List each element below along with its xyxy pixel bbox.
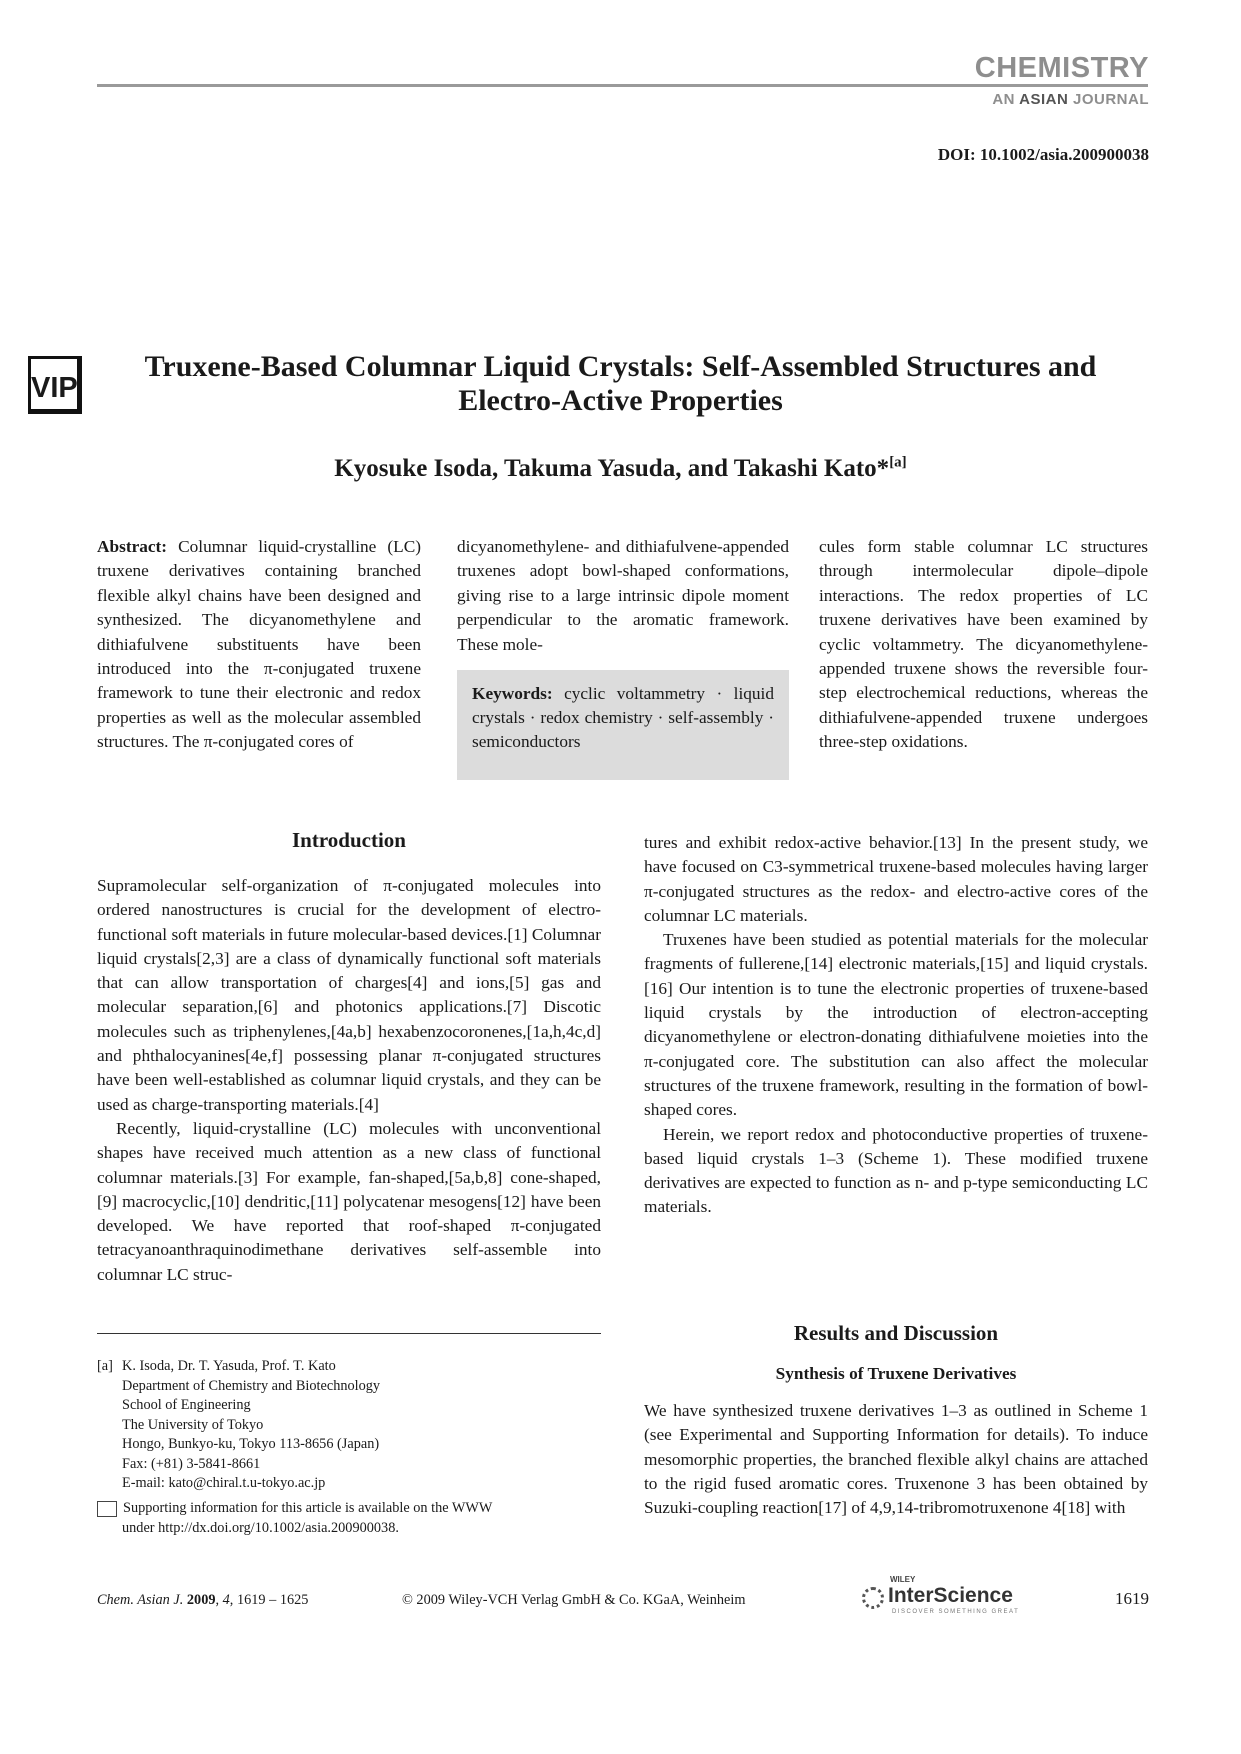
journal-subtitle [992, 91, 1149, 108]
synthesis-heading: Synthesis of Truxene Derivatives [775, 1364, 1017, 1383]
footer-journal: Chem. Asian J. [97, 1592, 184, 1608]
intro-heading: Introduction [292, 828, 406, 852]
supporting-line1: Supporting information for this article is available on the WWW [123, 1500, 493, 1516]
logo-small-text: WILEY [890, 1575, 916, 1584]
footer-pages: 1619 – 1625 [236, 1592, 309, 1608]
author-affiliation-mark: [a] [889, 454, 907, 471]
right-body [644, 831, 1148, 1220]
journal-sub-prefix: AN [992, 91, 1016, 108]
affiliation-email[interactable]: E-mail: kato@chiral.t.u-tokyo.ac.jp [122, 1475, 326, 1491]
affiliation-line: K. Isoda, Dr. T. Yasuda, Prof. T. Kato [122, 1358, 336, 1374]
abstract-col1 [97, 535, 421, 755]
abstract-col3: cules form stable columnar LC structures through intermolecular dipole–dipole interactions. The redox properties of LC truxene derivatives have been examined by cyclic voltammetry. The dicyanomethylene-appended truxene shows the reversible four-step electrochemical reductions, whereas the dithiafulvene-appended truxene undergoes three-step oxidations. [819, 537, 1148, 752]
author-list [100, 455, 1141, 483]
affiliation-line: Hongo, Bunkyo-ku, Tokyo 113-8656 (Japan) [122, 1436, 380, 1452]
intro-body [97, 874, 601, 1287]
right-paragraph-1: tures and exhibit redox-active behavior.[13] In the present study, we have focused on C3-symmetrical truxene-based molecules having larger π-conjugated structures as the redox- and electro-active cores of the columnar LC materials. [644, 833, 1148, 925]
logo-big-text: InterScience [888, 1584, 1013, 1607]
right-paragraph-2: Truxenes have been studied as potential materials for the molecular fragments of fullerene,[14] electronic materials,[15] and liquid crystals.[16] Our intention is to tune the electronic properties of truxene-based liquid crystals by the introduction of electron-accepting dicyanomethylene or electron-donating dithiafulvene moieties into the π-conjugated core. The substitution can also affect the molecular structures of the truxene framework, resulting in the formation of bowl-shaped cores. [644, 930, 1148, 1120]
keywords-text: cyclic voltammetry · liquid crystals · redox chemistry · self-assembly · semiconductors [472, 684, 774, 751]
affiliation-line: Department of Chemistry and Biotechnology [122, 1377, 381, 1394]
keywords-box [457, 670, 789, 780]
intro-paragraph-1: Supramolecular self-organization of π-conjugated molecules into ordered nanostructures is crucial for the development of electro-functional soft materials in future molecular-based devices.[1] Columnar liquid crystals[2,3] are a class of dynamically functional soft materials that can allow transportation of charges[4] and ions,[5] gas and molecular separation,[6] and photonics applications.[7] Discotic molecules such as triphenylenes,[4a,b] hexabenzocoronenes,[1a,h,4c,d] and phthalocyanines[4e,f] possessing planar π-conjugated structures have been well-established as columnar liquid crystals, and they can be used as charge-transporting materials.[4] [97, 876, 601, 1114]
header-rule [97, 84, 1148, 87]
copyright: © 2009 Wiley-VCH Verlag GmbH & Co. KGaA, Weinheim [402, 1592, 746, 1608]
supporting-line2[interactable]: under http://dx.doi.org/10.1002/asia.200900038. [122, 1519, 399, 1536]
wiley-interscience-logo[interactable] [862, 1575, 1019, 1615]
affiliation-line: School of Engineering [122, 1397, 251, 1413]
synthesis-paragraph: We have synthesized truxene derivatives 1–3 as outlined in Scheme 1 (see Experimental and Supporting Information for details). To induce mesomorphic properties, the branched flexible alkyl chains are attached to the rigid fused aromatic cores. Truxenone 3 has been obtained by Suzuki-coupling reaction[17] of 4,9,14-tribromotruxenone 4[18] with [644, 1401, 1148, 1518]
intro-paragraph-2: Recently, liquid-crystalline (LC) molecules with unconventional shapes have received much attention as a new class of functional columnar materials.[3] For example, fan-shaped,[5a,b,8] cone-shaped,[9] macrocyclic,[10] dendritic,[11] polycatenar mesogens[12] have been developed. We have reported that roof-shaped π-conjugated tetracyanoanthraquinodimethane derivatives self-assemble into columnar LC struc- [97, 1118, 601, 1284]
abstract-text-1: Columnar liquid-crystalline (LC) truxene derivatives containing branched flexible alkyl chains have been designed and synthesized. The dicyanomethylene and dithiafulvene substituents have been introduced into the π-conjugated truxene framework to tune their electronic and redox properties as well as the molecular assembled structures. The π-conjugated cores of [97, 537, 421, 752]
abstract-label: Abstract: [97, 537, 168, 556]
journal-name: CHEMISTRY [974, 52, 1149, 84]
article-title: Truxene-Based Columnar Liquid Crystals: Self-Assembled Structures and Electro-Active Properties [144, 350, 1097, 417]
affiliation-tag: [a] [97, 1358, 113, 1374]
footer-year: 2009 [186, 1592, 216, 1608]
logo-tagline: DISCOVER SOMETHING GREAT [892, 1608, 1020, 1615]
keywords-label: Keywords: [472, 684, 553, 703]
affiliation-line: The University of Tokyo [122, 1416, 264, 1433]
vip-badge: VIP [28, 356, 82, 414]
sun-icon [862, 1587, 884, 1609]
results-heading: Results and Discussion [793, 1321, 999, 1345]
supporting-info [97, 1499, 492, 1538]
citation: Chem. Asian J. 2009, 4, 1619 – 1625 [97, 1592, 309, 1608]
page-number: 1619 [1115, 1589, 1149, 1608]
authors-text: Kyosuke Isoda, Takuma Yasuda, and Takashi Kato* [334, 455, 890, 482]
abstract-col2: dicyanomethylene- and dithiafulvene-appended truxenes adopt bowl-shaped conformations, giving rise to a large intrinsic dipole moment perpendicular to the aromatic framework. These mole- [457, 537, 789, 654]
journal-sub-strong: ASIAN [1019, 91, 1069, 108]
affiliation-line: Fax: (+81) 3-5841-8661 [122, 1455, 261, 1472]
right-paragraph-3: Herein, we report redox and photoconductive properties of truxene-based liquid crystals 1–3 (Scheme 1). These modified truxene derivatives are expected to function as n- and p-type semiconducting LC materials. [644, 1124, 1148, 1217]
affiliation-block [97, 1357, 380, 1494]
footnote-rule [97, 1333, 601, 1334]
computer-icon [97, 1501, 117, 1517]
synthesis-body [644, 1399, 1148, 1520]
footer-volume: 4 [222, 1592, 230, 1608]
journal-sub-suffix: JOURNAL [1072, 91, 1149, 108]
doi-link[interactable]: DOI: 10.1002/asia.200900038 [937, 145, 1149, 164]
